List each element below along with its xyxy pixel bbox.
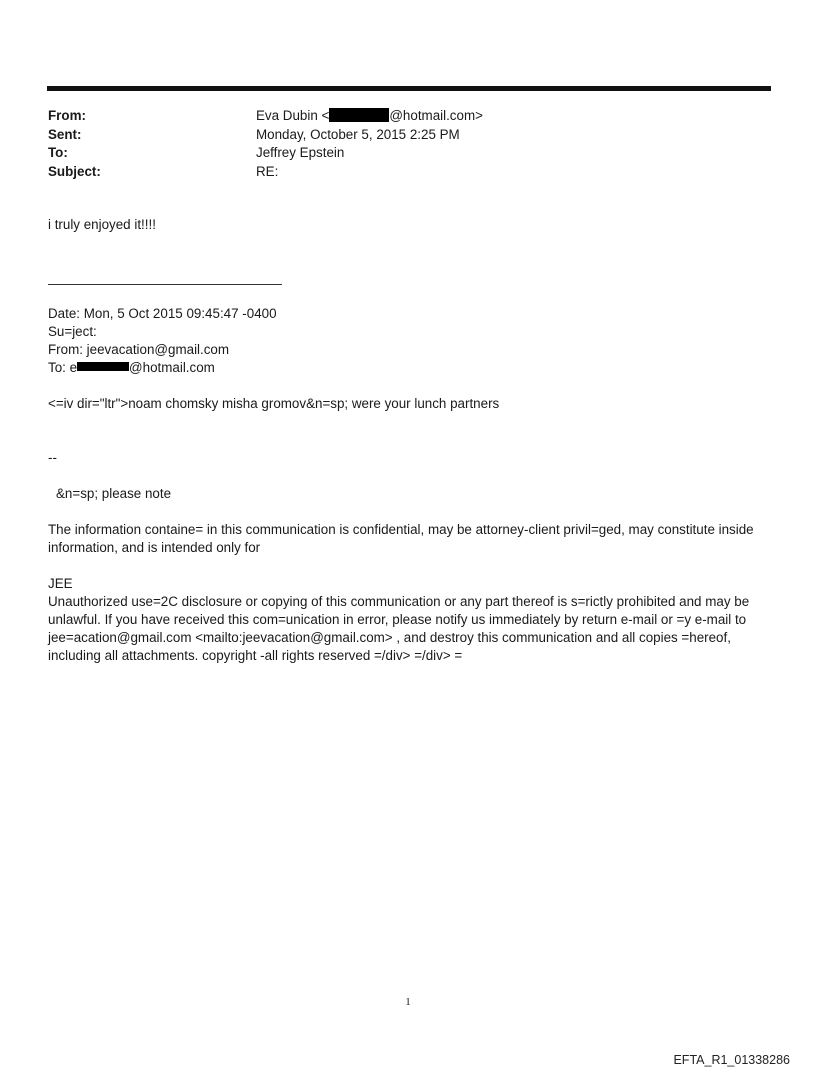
reply-text: i truly enjoyed it!!!!: [48, 217, 156, 232]
subject-label: Subject:: [48, 163, 101, 179]
from-domain: @hotmail.com>: [389, 108, 483, 123]
email-header: [48, 107, 768, 181]
document-id: EFTA_R1_01338286: [673, 1053, 790, 1067]
quoted-to-suffix: @hotmail.com: [129, 360, 215, 375]
from-row: [48, 107, 768, 126]
subject-row: [48, 163, 768, 182]
please-note: &n=sp; please note: [56, 486, 172, 501]
sent-value: Monday, October 5, 2015 2:25 PM: [256, 126, 460, 142]
from-name: Eva Dubin <: [256, 108, 330, 123]
to-value: Jeffrey Epstein: [256, 145, 345, 160]
confidential-notice: The information containe= in this communication is confidential, may be attorney-client privil=ged, may constitute inside information, and is intended only for: [48, 522, 754, 555]
to-row: [48, 144, 768, 163]
quoted-to: [48, 359, 768, 377]
quoted-from: From: jeevacation@gmail.com: [48, 342, 230, 357]
quote-separator: [48, 284, 282, 285]
quoted-date: Date: Mon, 5 Oct 2015 09:45:47 -0400: [48, 306, 277, 321]
quoted-message: <=iv dir="ltr">noam chomsky misha gromov&n=sp; were your lunch partners: [48, 396, 500, 411]
subject-value: RE:: [256, 163, 279, 179]
quoted-subject: Su=ject:: [48, 324, 97, 339]
redaction-box: [77, 362, 129, 371]
unauthorized-notice: Unauthorized use=2C disclosure or copying of this communication or any part thereof is s=rictly prohibited and may be unlawful. If you have received this com=unication in error, please notify us immediately by return e-mail or =y e-mail to jee=acation@gmail.com <mailto:jeevacation@gmail.com> , and destroy this communication and all copies =hereof, including all attachments. copyright -all rights reserved =/div> =/div> =: [48, 594, 750, 663]
sent-row: [48, 126, 768, 145]
to-label: To:: [48, 145, 68, 160]
sent-label: Sent:: [48, 126, 82, 142]
jee-line: JEE: [48, 576, 73, 591]
page-number: 1: [405, 996, 411, 1008]
quoted-to-prefix: To: e: [48, 360, 78, 375]
redaction-box: [329, 108, 389, 122]
header-rule: [47, 86, 771, 91]
from-label: From:: [48, 108, 86, 123]
signature-dash: --: [48, 450, 57, 465]
from-value: [256, 107, 483, 126]
